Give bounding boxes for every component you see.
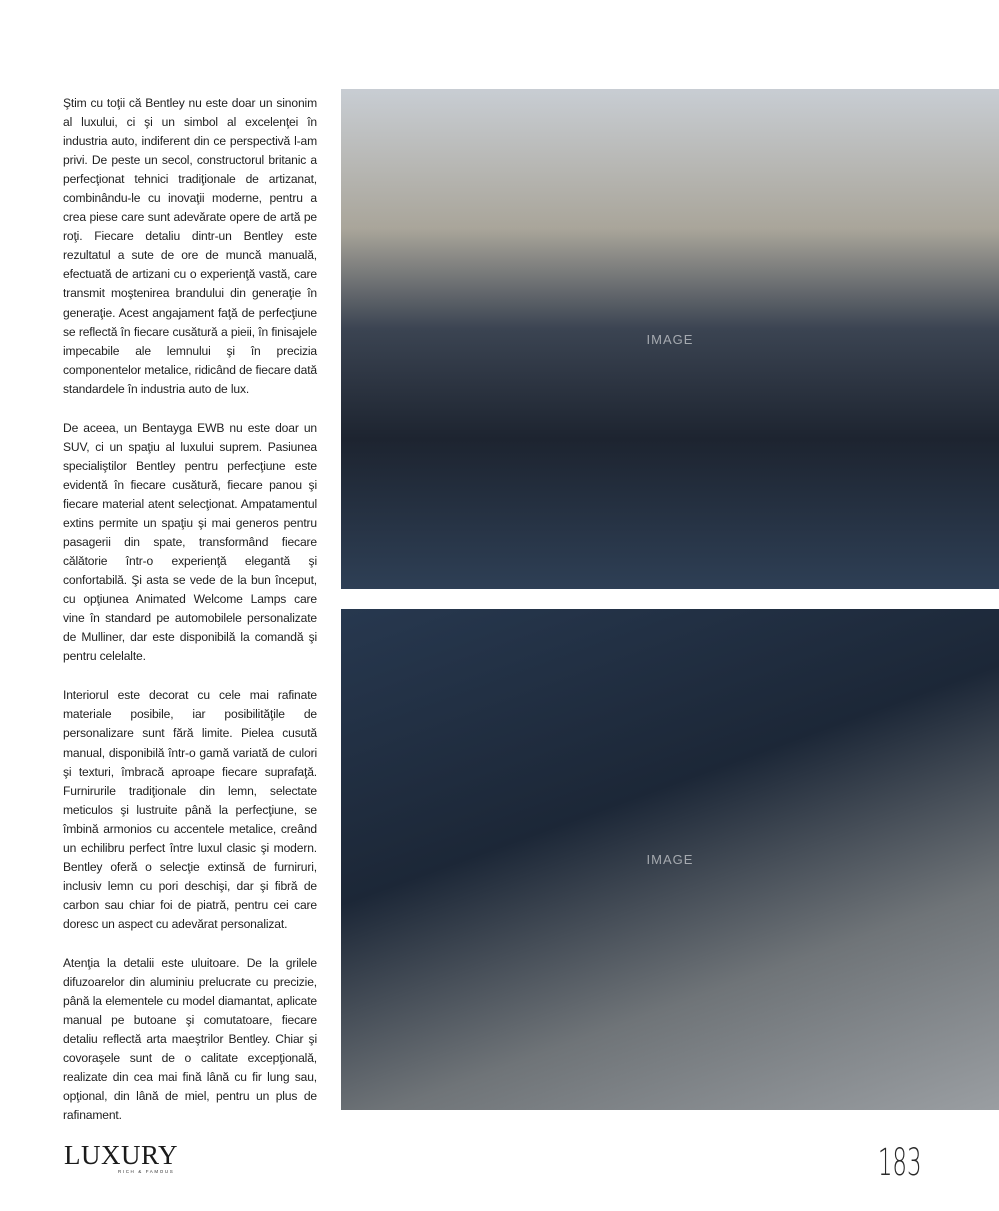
article-paragraph: Atenţia la detalii este uluitoare. De la grilele difuzoarelor din aluminiu prelucrate cu precizie, până la elementele cu model diamantat, aplicate manual pe butoane şi comutatoare, fiecare detaliu reflectă arta maeştrilor Bentley. Chiar şi covoraşele sunt de o calitate excepţională, realizate din cea mai fină lână cu fir lung sau, opţional, din lână de miel, pentru un plus de rafinament. — [63, 955, 317, 1123]
article-paragraph: Interiorul este decorat cu cele mai rafinate materiale posibile, iar posibilităţile de personalizare sunt fără limite. Pielea cusută manual, disponibilă într-o gamă variată de culori şi texturi, îmbracă aproape fiecare suprafaţă. Furnirurile tradiţionale din lemn, selectate meticulos şi lustruite până la perfecţiune, se îmbină armonios cu accentele metalice, creând un echilibru perfect între luxul clasic şi modern. Bentley oferă o selecţie extinsă de furniruri, inclusiv lemn cu pori deschişi, dar şi fibră de carbon sau chiar foi de piatră, pentru cei care doresc un aspect cu adevărat personalizat. — [63, 688, 317, 931]
article-paragraph: De aceea, un Bentayga EWB nu este doar un SUV, ci un spaţiu al luxului suprem. Pasiunea specialiştilor Bentley pentru perfecţiune este evidentă în fiecare cusătură, fiecare panou şi fiecare material atent selecţionat. Ampatamentul extins permite un spaţiu şi mai generos pentru pasagerii din spate, transformând fiecare călătorie într-o experienţă elegantă şi confortabilă. Şi asta se vede de la bun început, cu opţiunea Animated Welcome Lamps care vine în standard pe automobilele personalizate de Mulliner, dar este disponibilă la comandă şi pentru celelalte. — [63, 420, 317, 664]
photo-placeholder — [341, 89, 999, 589]
logo-tagline: RICH & FAMOUS — [118, 1169, 175, 1174]
luxury-logo — [64, 1142, 194, 1176]
interior-dashboard-photo — [341, 89, 999, 589]
photo-placeholder — [341, 609, 999, 1110]
article-body — [63, 94, 317, 1145]
photo-placeholder-label: IMAGE — [646, 852, 694, 867]
center-console-photo — [341, 609, 999, 1110]
logo-wordmark: LUXURY — [64, 1140, 179, 1170]
article-paragraph: Ştim cu toţii că Bentley nu este doar un sinonim al luxului, ci şi un simbol al excelenţei în industria auto, indiferent din ce perspectivă l-am privi. De peste un secol, constructorul britanic a perfecţionat tehnici tradiţionale de artizanat, combinându-le cu inovaţii moderne, pentru a crea piese care sunt adevărate opere de artă pe roţi. Fiecare detaliu dintr-un Bentley este rezultatul a sute de ore de muncă manuală, efectuată de artizani cu o experienţă vastă, care transmit moştenirea brandului din generaţie în generaţie. Acest angajament faţă de perfecţiune se reflectă în fiecare cusătură a pieii, în finisajele impecabile ale lemnului şi în precizia componentelor metalice, ridicând de fiecare dată standardele în industria auto de lux. — [63, 96, 317, 396]
photo-placeholder-label: IMAGE — [646, 331, 694, 347]
page-number: 183 — [878, 1141, 922, 1184]
